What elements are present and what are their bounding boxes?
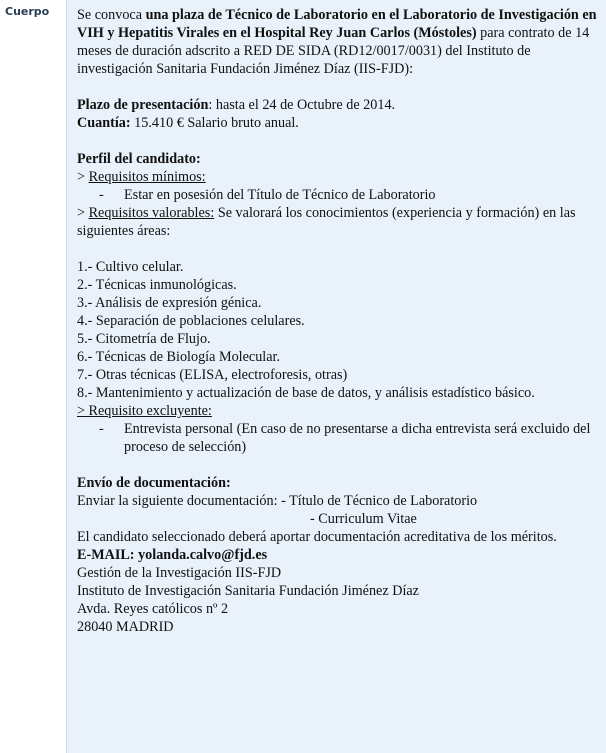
submission-docs: Enviar la siguiente documentación: - Título de Técnico de Laboratorio: [77, 493, 478, 509]
contact-department: Gestión de la Investigación IIS-FJD: [77, 565, 282, 581]
min-requirements-heading: > Requisitos mínimos:: [77, 169, 206, 185]
profile-heading: Perfil del candidato:: [77, 151, 201, 167]
area-item: 3.- Análisis de expresión génica.: [77, 295, 262, 311]
contact-city: 28040 MADRID: [77, 619, 174, 635]
contact-email[interactable]: E-MAIL: yolanda.calvo@fjd.es: [77, 547, 268, 563]
valued-requirements: > Requisitos valorables: Se valorará los conocimientos (experiencia y formación) en las siguientes áreas:: [77, 205, 576, 239]
area-item: 4.- Separación de poblaciones celulares.: [77, 313, 305, 329]
submission-doc-cv: - Curriculum Vitae: [310, 511, 417, 527]
area-item: 6.- Técnicas de Biología Molecular.: [77, 349, 281, 365]
field-label-cell: [0, 0, 66, 753]
min-requirement-item: - Estar en posesión del Título de Técnico de Laboratorio: [99, 187, 436, 203]
area-item: 2.- Técnicas inmunológicas.: [77, 277, 237, 293]
message-body-cell: [66, 0, 606, 753]
contact-institution: Instituto de Investigación Sanitaria Fundación Jiménez Díaz: [77, 583, 419, 599]
submission-heading: Envío de documentación:: [77, 475, 231, 491]
message-body: [77, 6, 603, 636]
deadline: Plazo de presentación: hasta el 24 de Octubre de 2014.: [77, 97, 396, 113]
salary: Cuantía: 15.410 € Salario bruto anual.: [77, 115, 299, 131]
area-item: 5.- Citometría de Flujo.: [77, 331, 211, 347]
submission-note: El candidato seleccionado deberá aportar documentación acreditativa de los méritos.: [77, 529, 557, 545]
excluding-requirement-heading: > Requisito excluyente:: [77, 403, 212, 419]
area-item: 1.- Cultivo celular.: [77, 259, 184, 275]
area-item: 7.- Otras técnicas (ELISA, electroforesis, otras): [77, 367, 348, 383]
area-item: 8.- Mantenimiento y actualización de base de datos, y análisis estadístico básico.: [77, 385, 535, 401]
contact-street: Avda. Reyes católicos nº 2: [77, 601, 229, 617]
job-title: una plaza de Técnico de Laboratorio en el Laboratorio de Investigación en VIH y Hepatitis Virales en el Hospital Rey Juan Carlos (Móstoles): [77, 7, 597, 41]
field-label: Cuerpo: [5, 5, 50, 18]
excluding-requirement-item: - Entrevista personal (En caso de no presentarse a dicha entrevista será excluido del proceso de selección): [99, 421, 591, 455]
intro-paragraph: Se convoca una plaza de Técnico de Laboratorio en el Laboratorio de Investigación en VIH y Hepatitis Virales en el Hospital Rey Juan Carlos (Móstoles) para contrato de 14 meses de duración adscrito a RED DE SIDA (RD12/0017/0031) del Instituto de investigación Sanitaria Fundación Jiménez Díaz (IIS-FJD):: [77, 7, 597, 77]
